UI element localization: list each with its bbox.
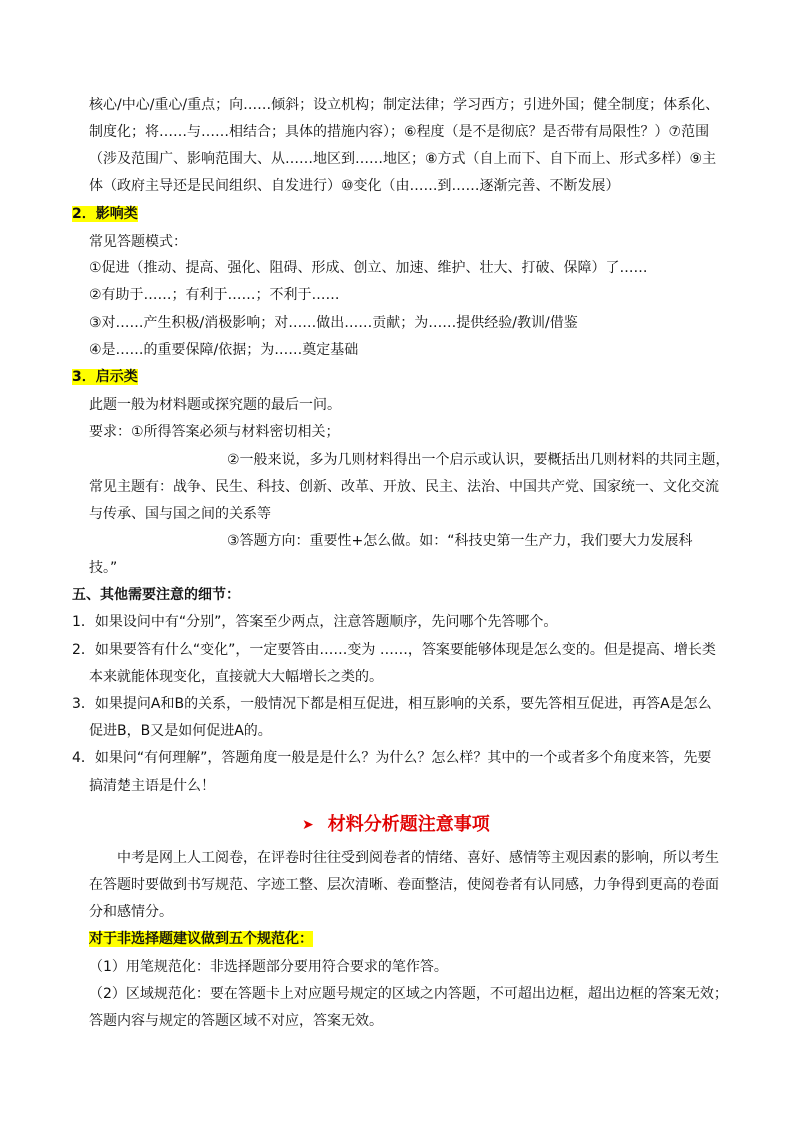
section-heading-inspiration-text: 3．启示类 [72, 369, 138, 385]
detail-4a: 4．如果问“有何理解”，答题角度一般是是什么？为什么？怎么样？其中的一个或者多个角度来答，先要 [72, 750, 712, 766]
notice-para-line-3: 分和感情分。 [89, 904, 173, 920]
section-heading-influence [72, 204, 138, 224]
detail-3b: 促进B，B又是如何促进A的。 [89, 723, 272, 739]
notice-sub-heading-text: 对于非选择题建议做到五个规范化： [89, 931, 313, 947]
inspiration-req-2b: 常见主题有：战争、民生、科技、创新、改革、开放、民主、法治、中国共产党、国家统一、文化交流 [89, 479, 719, 495]
answer-mode-label: 常见答题模式： [89, 234, 187, 250]
inspiration-req-3a: ③答题方向：重要性+怎么做。如：“科技史第一生产力，我们要大力发展科 [227, 533, 693, 549]
intro-line-3: （涉及范围广、影响范围大、从……地区到……地区；⑧方式（自上而下、自下而上、形式多样）⑨主 [89, 151, 717, 167]
influence-item-4: ④是……的重要保障/依据；为……奠定基础 [89, 342, 359, 358]
intro-line-2: 制度化；将……与……相结合；具体的措施内容）；⑥程度（是不是彻底？是否带有局限性？）⑦范围 [89, 124, 710, 140]
rule-1: （1）用笔规范化：非选择题部分要用符合要求的笔作答。 [89, 959, 448, 975]
section-heading-inspiration [72, 367, 138, 387]
inspiration-req-3b: 技。” [89, 560, 118, 576]
inspiration-intro: 此题一般为材料题或探究题的最后一问。 [89, 397, 341, 413]
arrow-right-icon: ➤ [302, 817, 314, 833]
influence-item-1: ①促进（推动、提高、强化、阻碍、形成、创立、加速、维护、壮大、打破、保障）了…… [89, 260, 648, 276]
intro-line-4: 体（政府主导还是民间组织、自发进行）⑩变化（由……到……逐渐完善、不断发展） [89, 178, 620, 194]
influence-item-2: ②有助于……；有利于……；不利于…… [89, 287, 340, 303]
influence-item-3: ③对……产生积极/消极影响；对……做出……贡献；为……提供经验/教训/借鉴 [89, 315, 578, 331]
detail-4b: 搞清楚主语是什么！ [89, 778, 215, 794]
notice-title-row [302, 813, 490, 837]
inspiration-req-2a: ②一般来说，多为几则材料得出一个启示或认识，要概括出几则材料的共同主题， [227, 452, 730, 468]
inspiration-req-2c: 与传承、国与国之间的关系等 [89, 506, 271, 522]
inspiration-req-1: 要求：①所得答案必须与材料密切相关； [89, 424, 340, 440]
detail-1: 1．如果设问中有“分别”，答案至少两点，注意答题顺序，先问哪个先答哪个。 [72, 614, 558, 630]
detail-2b: 本来就能体现变化，直接就大大幅增长之类的。 [89, 669, 383, 685]
notice-sub-heading [89, 929, 313, 949]
section-heading-details: 五、其他需要注意的细节： [72, 587, 240, 603]
section-heading-influence-text: 2．影响类 [72, 206, 138, 222]
notice-para-line-2: 在答题时要做到书写规范、字迹工整、层次清晰、卷面整洁，使阅卷者有认同感，力争得到更高的卷面 [89, 877, 719, 893]
detail-3a: 3．如果提问A和B的关系，一般情况下都是相互促进，相互影响的关系，要先答相互促进，再答A是怎么 [72, 696, 712, 712]
rule-2b: 答题内容与规定的答题区域不对应，答案无效。 [89, 1013, 383, 1029]
detail-2a: 2．如果要答有什么“变化”，一定要答由……变为 ……，答案要能够体现是怎么变的。但是提高、增长类 [72, 642, 716, 658]
notice-title: 材料分析题注意事项 [327, 814, 490, 835]
intro-line-1: 核心/中心/重心/重点；向……倾斜；设立机构；制定法律；学习西方；引进外国；健全制度；体系化、 [89, 97, 720, 113]
notice-para-line-1: 中考是网上人工阅卷，在评卷时往往受到阅卷者的情绪、喜好、感情等主观因素的影响，所以考生 [117, 850, 719, 866]
rule-2a: （2）区域规范化：要在答题卡上对应题号规定的区域之内答题，不可超出边框，超出边框的答案无效； [89, 986, 728, 1002]
